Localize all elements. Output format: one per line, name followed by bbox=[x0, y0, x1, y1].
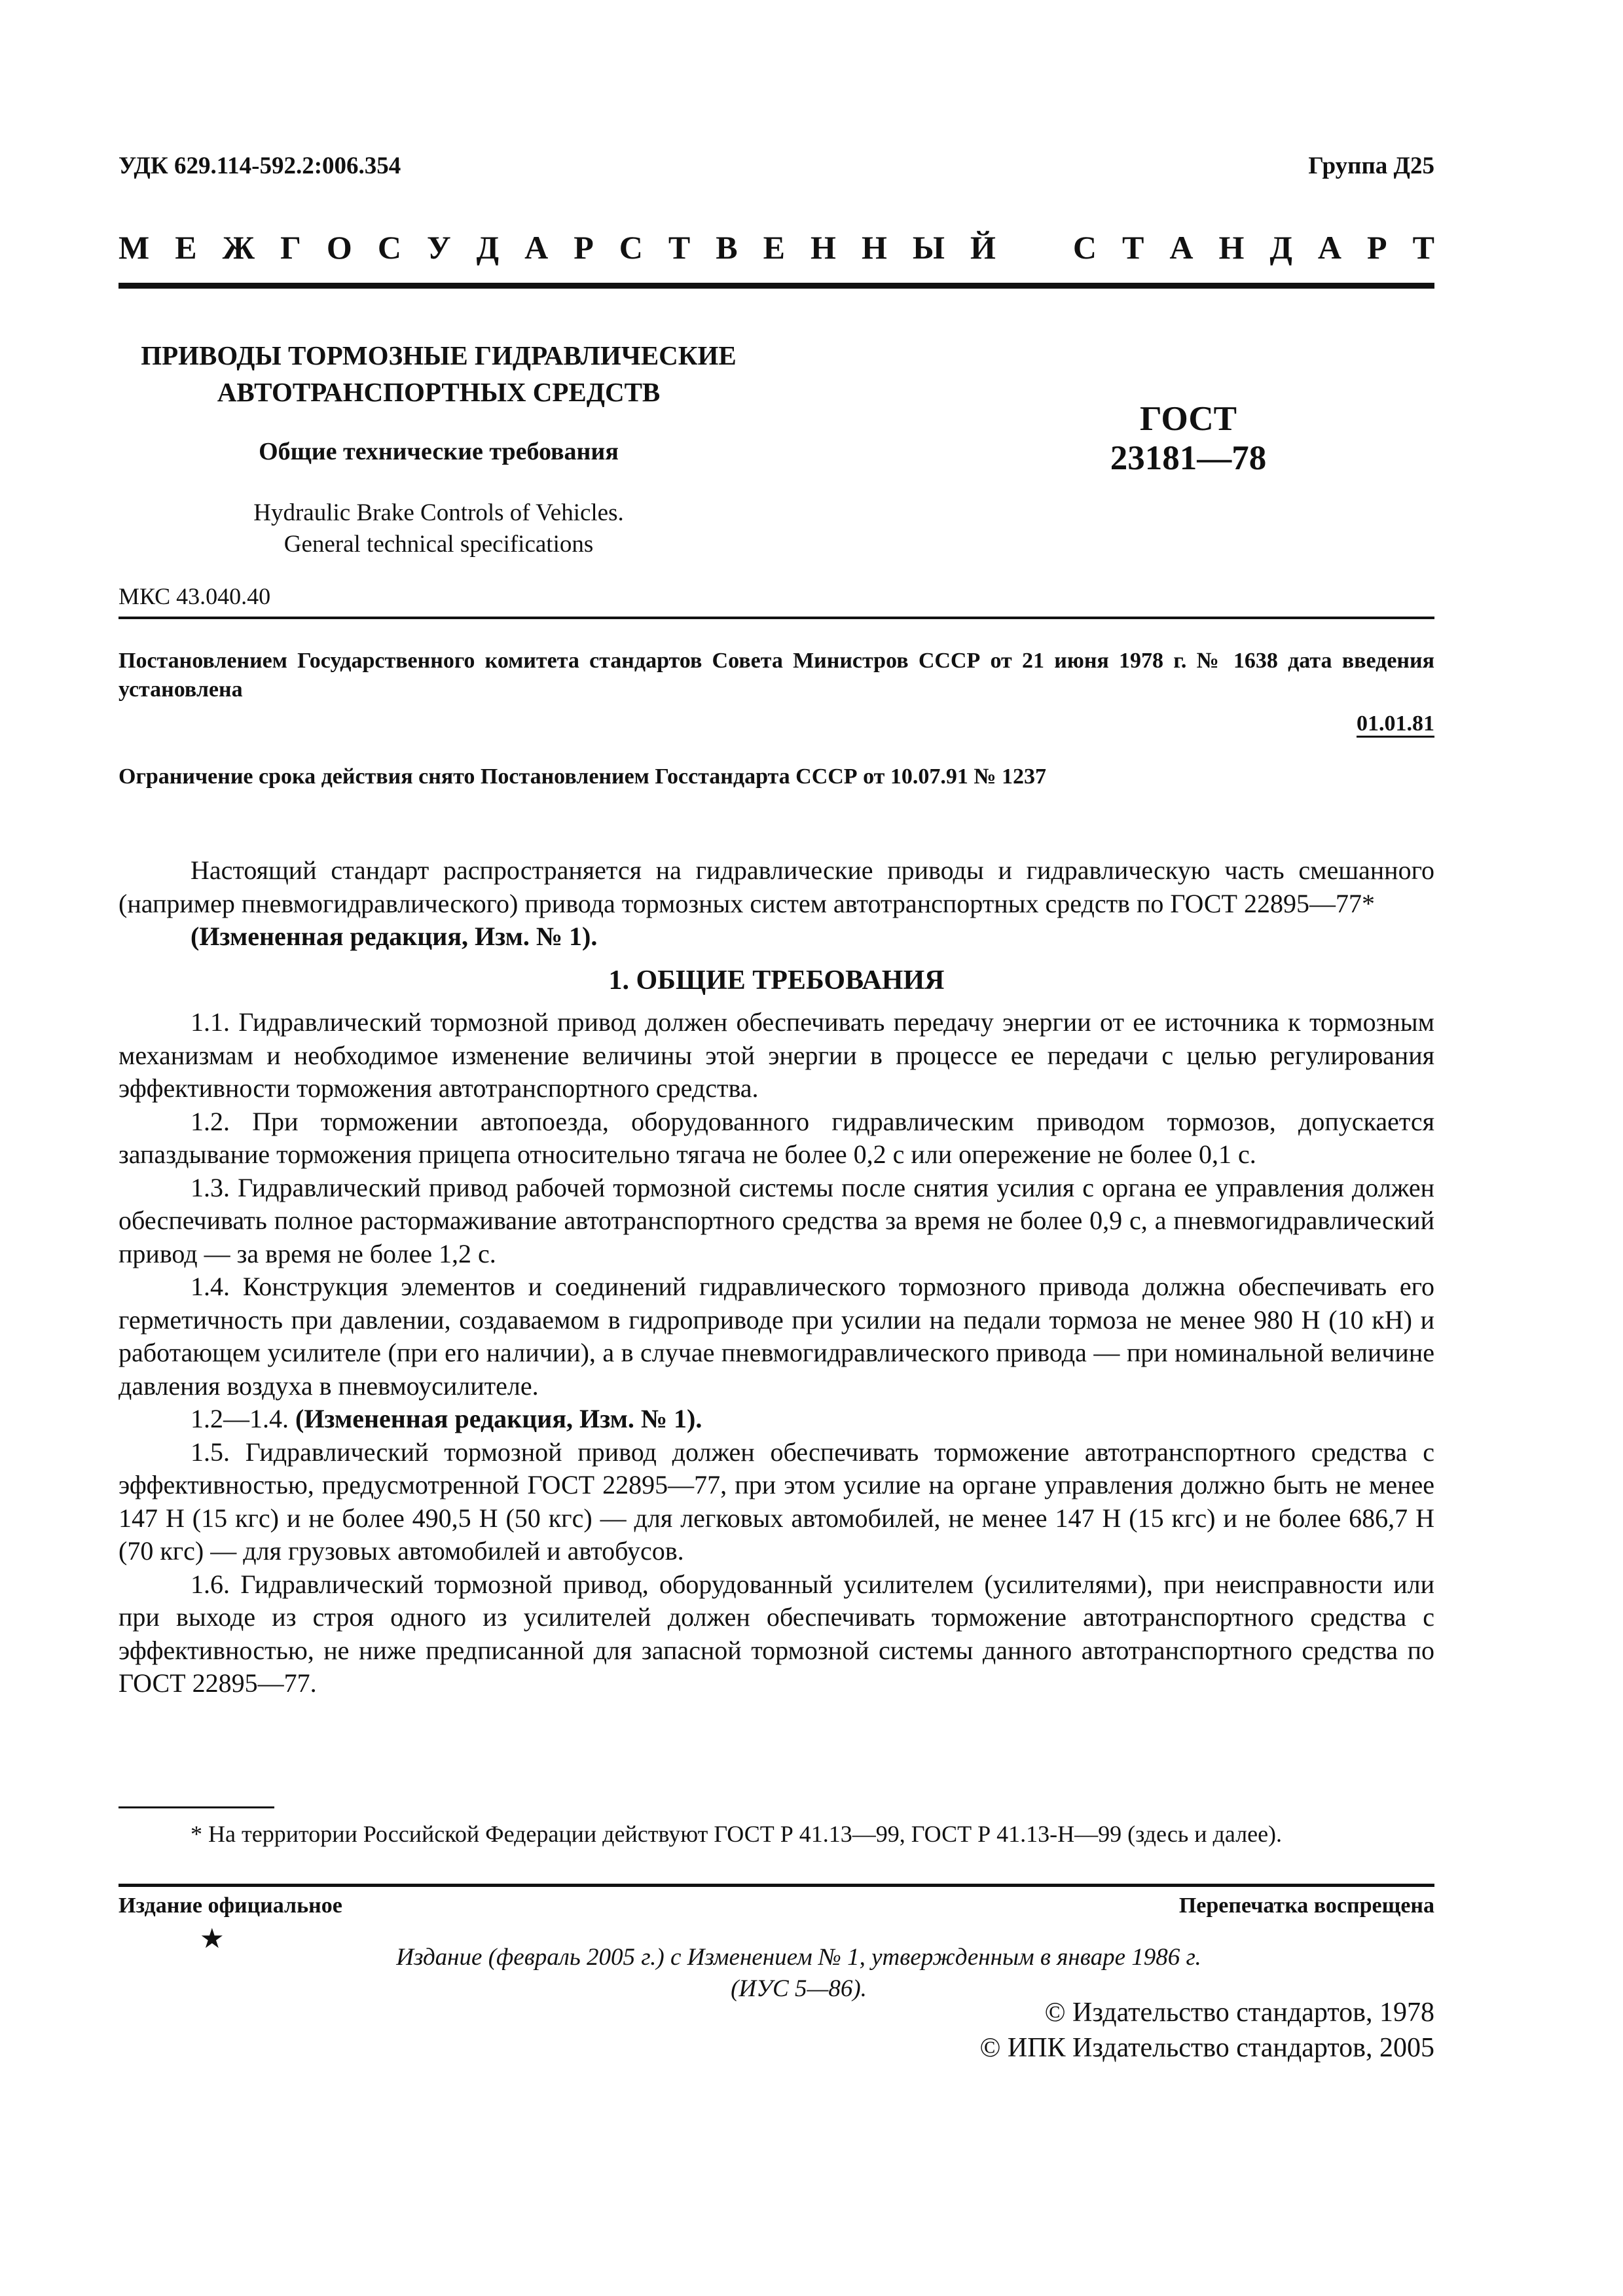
clause-1-2: 1.2. При торможении автопоезда, оборудованного гидравлическим приводом тормозов, допускается запаздывание торможения прицепа относительно тягача не более 0,2 с или опережение не более 0,1 с. bbox=[119, 1106, 1434, 1169]
heading-letter: Т bbox=[1122, 229, 1144, 266]
edition-line-2: (ИУС 5—86). bbox=[731, 1975, 867, 2002]
footer-divider bbox=[119, 1884, 1434, 1887]
group-code: Группа Д25 bbox=[1308, 152, 1434, 179]
heading-letter: С bbox=[619, 229, 643, 266]
heading-letter: Д bbox=[476, 229, 500, 266]
footnote: * На территории Российской Федерации действуют ГОСТ Р 41.13—99, ГОСТ Р 41.13-Н—99 (здесь и далее). bbox=[191, 1821, 1283, 1847]
copyright-1978: © Издательство стандартов, 1978 bbox=[1044, 1998, 1434, 2028]
udk-code: УДК 629.114-592.2:006.354 bbox=[119, 152, 401, 179]
no-reprint-label: Перепечатка воспрещена bbox=[1178, 1893, 1434, 1918]
clauses-amendment bbox=[119, 1403, 1434, 1436]
heading-letter: Г bbox=[280, 229, 301, 266]
star-icon: ★ bbox=[200, 1924, 225, 1954]
heading-letter: С bbox=[377, 229, 401, 266]
heading-letter: А bbox=[1169, 229, 1194, 266]
heading-letter: Н bbox=[861, 229, 887, 266]
intro-amendment: (Измененная редакция, Изм. № 1). bbox=[191, 922, 598, 951]
heading-letter: А bbox=[1317, 229, 1341, 266]
heading-letter: Ы bbox=[912, 229, 945, 266]
heading-letter: Е bbox=[763, 229, 785, 266]
mks-code: МКС 43.040.40 bbox=[119, 583, 271, 609]
official-edition-label: Издание официальное bbox=[119, 1893, 342, 1918]
section-heading: 1. ОБЩИЕ ТРЕБОВАНИЯ bbox=[608, 965, 945, 996]
gost-number: 23181—78 bbox=[1110, 439, 1267, 477]
title-line-2: АВТОТРАНСПОРТНЫХ СРЕДСТВ bbox=[217, 377, 661, 407]
footnote-separator bbox=[119, 1806, 274, 1808]
english-title bbox=[131, 497, 746, 560]
heading-letter: Т bbox=[668, 229, 691, 266]
heading-letter: Н bbox=[1218, 229, 1245, 266]
clause-1-4: 1.4. Конструкция элементов и соединений гидравлического тормозного привода должна обеспечивать его герметичность при давлении, создаваемом в гидроприводе при усилии на педали тормоза не менее 980 Н (10 кН) и работающем усилителе (при его наличии), а в случае пневмогидравлического привода — при номинальной величине давления воздуха в пневмоусилителе. bbox=[119, 1272, 1434, 1401]
heading-letter: Т bbox=[1412, 229, 1434, 266]
heading-letter: О bbox=[326, 229, 352, 266]
copyright-2005: © ИПК Издательство стандартов, 2005 bbox=[979, 2033, 1434, 2063]
heading-letter: У bbox=[426, 229, 451, 266]
heading-letter: Р bbox=[574, 229, 594, 266]
heading-letter: Ж bbox=[222, 229, 255, 266]
english-title-line-2: General technical specifications bbox=[283, 531, 594, 558]
heading-letter: Р bbox=[1367, 229, 1387, 266]
title-line-1: ПРИВОДЫ ТОРМОЗНЫЕ ГИДРАВЛИЧЕСКИЕ bbox=[141, 340, 737, 370]
clause-1-1: 1.1. Гидравлический тормозной привод должен обеспечивать передачу энергии от ее источника к тормозным механизмам и необходимое изменение величины этой энергии в процессе ее передачи с целью регулирования эффективности торможения автотранспортного средства. bbox=[119, 1007, 1434, 1103]
edition-line-1: Издание (февраль 2005 г.) с Изменением № 1, утвержденным в январе 1986 г. bbox=[396, 1944, 1201, 1971]
heading-letter: Е bbox=[175, 229, 197, 266]
limitation-note: Ограничение срока действия снято Постановлением Госстандарта СССР от 10.07.91 № 1237 bbox=[119, 764, 1046, 789]
copyright-block bbox=[979, 1995, 1434, 2066]
heading-letter: М bbox=[119, 229, 150, 266]
heading-letter: Й bbox=[970, 229, 996, 266]
clause-1-6: 1.6. Гидравлический тормозной привод, оборудованный усилителем (усилителями), при неисправности или при выходе из строя одного из усилителей должен обеспечивать торможение автотранспортного средства с эффективностью, не ниже предписанной для запасной тормозной системы данного автотранспортного средства по ГОСТ 22895—77. bbox=[119, 1569, 1434, 1698]
heading-letter: С bbox=[1072, 229, 1097, 266]
body-text bbox=[119, 854, 1434, 1700]
heading-letter: Н bbox=[811, 229, 836, 266]
clauses-ref: 1.2—1.4. bbox=[191, 1404, 289, 1433]
gost-label: ГОСТ bbox=[1140, 400, 1237, 438]
clause-1-3: 1.3. Гидравлический привод рабочей тормозной системы после снятия усилия с органа ее управления должен обеспечивать полное растормаживание автотранспортного средства за время не более 0,9 с, а пневмогидравлический привод — за время не более 1,2 с. bbox=[119, 1172, 1434, 1268]
thick-divider bbox=[119, 283, 1434, 289]
heading-letter: Д bbox=[1269, 229, 1292, 266]
decree-text: Постановлением Государственного комитета стандартов Совета Министров СССР от 21 июня 1978 г. № 1638 дата введения установлена bbox=[119, 649, 1434, 702]
clause-1-5: 1.5. Гидравлический тормозной привод должен обеспечивать торможение автотранспортного средства с эффективностью, предусмотренной ГОСТ 22895—77, при этом усилие на органе управления должно быть не менее 147 Н (15 кгс) и не более 490,5 Н (50 кгс) — для легковых автомобилей, не менее 147 Н (15 кгс) и не более 686,7 Н (70 кгс) — для грузовых автомобилей и автобусов. bbox=[119, 1437, 1434, 1566]
heading-letter: В bbox=[716, 229, 738, 266]
interstate-standard-heading bbox=[119, 228, 1434, 267]
intro-paragraph: Настоящий стандарт распространяется на гидравлические приводы и гидравлическую часть смешанного (например пневмогидравлического) привода тормозных систем автотранспортных средств по ГОСТ 22895—77* bbox=[119, 855, 1434, 918]
english-title-line-1: Hydraulic Brake Controls of Vehicles. bbox=[253, 499, 624, 526]
divider bbox=[119, 617, 1434, 619]
gost-designation bbox=[1034, 399, 1342, 478]
document-title bbox=[131, 337, 746, 410]
clauses-amend: (Измененная редакция, Изм. № 1). bbox=[295, 1404, 702, 1433]
heading-letter: А bbox=[524, 229, 549, 266]
introduction-date: 01.01.81 bbox=[1357, 711, 1434, 736]
document-subtitle: Общие технические требования bbox=[259, 438, 619, 465]
